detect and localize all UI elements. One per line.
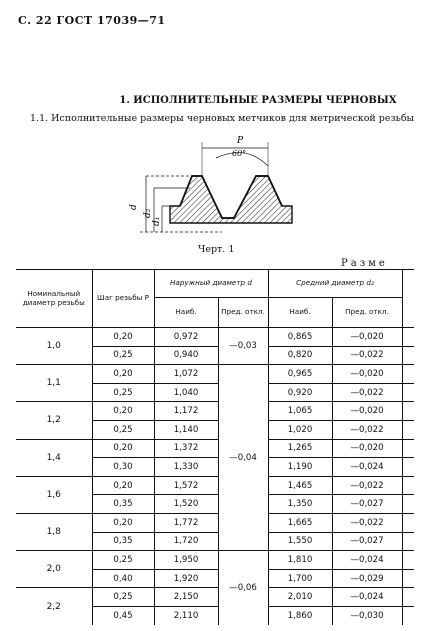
- cell-middle-max: 1,190: [268, 458, 332, 477]
- cell-extra: [402, 420, 414, 439]
- table-row: [16, 513, 414, 532]
- label-d: d: [129, 204, 139, 210]
- cell-pitch: 0,40: [92, 569, 154, 588]
- cell-outer-max: 1,330: [154, 458, 218, 477]
- cell-nominal: 1,1: [16, 365, 92, 402]
- label-p: P: [237, 136, 244, 146]
- cell-outer-max: 1,140: [154, 420, 218, 439]
- cell-pitch: 0,20: [92, 439, 154, 458]
- cell-middle-max: 1,265: [268, 439, 332, 458]
- cell-middle-dev: —0,022: [332, 420, 402, 439]
- cell-pitch: 0,30: [92, 458, 154, 477]
- cell-extra: [402, 346, 414, 365]
- col-outer: Наружный диаметр d: [154, 270, 268, 298]
- cell-nominal: 1,0: [16, 328, 92, 365]
- cell-nominal: 2,2: [16, 588, 92, 625]
- cell-outer-max: 1,572: [154, 476, 218, 495]
- cell-pitch: 0,25: [92, 420, 154, 439]
- cell-extra: [402, 439, 414, 458]
- cell-extra: [402, 513, 414, 532]
- cell-pitch: 0,35: [92, 532, 154, 551]
- col-pitch: Шаг резьбы P: [92, 270, 154, 328]
- cell-pitch: 0,25: [92, 588, 154, 607]
- cell-extra: [402, 365, 414, 384]
- cell-middle-max: 2,010: [268, 588, 332, 607]
- cell-pitch: 0,45: [92, 606, 154, 625]
- cell-extra: [402, 569, 414, 588]
- label-angle: 60°: [232, 149, 247, 158]
- cell-extra: [402, 606, 414, 625]
- cell-middle-dev: —0,030: [332, 606, 402, 625]
- cell-outer-max: 2,150: [154, 588, 218, 607]
- col-outer-max: Наиб.: [154, 298, 218, 328]
- table-row: [16, 439, 414, 458]
- figure-caption: Черт. 1: [198, 244, 235, 255]
- cell-outer-max: 0,940: [154, 346, 218, 365]
- table-row: [16, 328, 414, 347]
- cell-outer-max: 1,040: [154, 383, 218, 402]
- page-header: С. 22 ГОСТ 17039—71: [18, 14, 166, 27]
- cell-middle-max: 1,860: [268, 606, 332, 625]
- cell-middle-max: 1,020: [268, 420, 332, 439]
- label-d2: d₂: [143, 208, 153, 218]
- cell-extra: [402, 551, 414, 570]
- cell-outer-max: 1,772: [154, 513, 218, 532]
- cell-extra: [402, 495, 414, 514]
- cell-middle-dev: —0,022: [332, 476, 402, 495]
- cell-middle-max: 0,920: [268, 383, 332, 402]
- cell-middle-dev: —0,029: [332, 569, 402, 588]
- col-middle-max: Наиб.: [268, 298, 332, 328]
- cell-outer-max: 1,720: [154, 532, 218, 551]
- cell-extra: [402, 328, 414, 347]
- cell-middle-dev: —0,020: [332, 402, 402, 421]
- cell-pitch: 0,25: [92, 551, 154, 570]
- cell-outer-max: 1,520: [154, 495, 218, 514]
- thread-profile-drawing: [110, 128, 310, 243]
- cell-middle-dev: —0,024: [332, 458, 402, 477]
- cell-extra: [402, 476, 414, 495]
- table-heading: Разме: [341, 258, 388, 269]
- cell-nominal: 1,8: [16, 513, 92, 550]
- section-title: 1. ИСПОЛНИТЕЛЬНЫЕ РАЗМЕРЫ ЧЕРНОВЫХ: [119, 95, 397, 106]
- table-row: [16, 476, 414, 495]
- cell-middle-max: 1,065: [268, 402, 332, 421]
- table-row: [16, 588, 414, 607]
- cell-nominal: 1,2: [16, 402, 92, 439]
- cell-extra: [402, 588, 414, 607]
- cell-middle-dev: —0,022: [332, 513, 402, 532]
- col-nominal: Номинальный диаметр резьбы: [16, 270, 92, 328]
- col-middle-dev: Пред. откл.: [332, 298, 402, 328]
- cell-nominal: 1,6: [16, 476, 92, 513]
- cell-middle-dev: —0,024: [332, 551, 402, 570]
- cell-outer-max: 0,972: [154, 328, 218, 347]
- cell-middle-max: 1,810: [268, 551, 332, 570]
- cell-middle-dev: —0,020: [332, 439, 402, 458]
- cell-pitch: 0,20: [92, 365, 154, 384]
- table-row: [16, 402, 414, 421]
- cell-middle-dev: —0,020: [332, 328, 402, 347]
- cell-middle-dev: —0,027: [332, 495, 402, 514]
- cell-middle-dev: —0,024: [332, 588, 402, 607]
- cell-outer-dev: —0,06: [218, 551, 268, 625]
- dimensions-table: [16, 269, 414, 625]
- cell-middle-max: 1,665: [268, 513, 332, 532]
- cell-pitch: 0,25: [92, 383, 154, 402]
- cell-pitch: 0,25: [92, 346, 154, 365]
- cell-pitch: 0,20: [92, 513, 154, 532]
- cell-middle-max: 0,865: [268, 328, 332, 347]
- cell-nominal: 2,0: [16, 551, 92, 588]
- cell-middle-dev: —0,022: [332, 346, 402, 365]
- cell-pitch: 0,35: [92, 495, 154, 514]
- cell-middle-max: 0,820: [268, 346, 332, 365]
- table-row: [16, 365, 414, 384]
- cell-middle-max: 1,350: [268, 495, 332, 514]
- cell-middle-max: 0,965: [268, 365, 332, 384]
- table-row: [16, 551, 414, 570]
- cell-outer-dev: —0,04: [218, 365, 268, 551]
- cell-pitch: 0,20: [92, 476, 154, 495]
- col-outer-dev: Пред. откл.: [218, 298, 268, 328]
- cell-pitch: 0,20: [92, 328, 154, 347]
- cell-outer-dev: —0,03: [218, 328, 268, 365]
- col-middle: Средний диаметр d₂: [268, 270, 402, 298]
- cell-middle-dev: —0,027: [332, 532, 402, 551]
- cell-extra: [402, 383, 414, 402]
- cell-middle-max: 1,465: [268, 476, 332, 495]
- cell-extra: [402, 402, 414, 421]
- cell-middle-dev: —0,022: [332, 383, 402, 402]
- cell-outer-max: 1,372: [154, 439, 218, 458]
- cell-middle-max: 1,700: [268, 569, 332, 588]
- cell-extra: [402, 532, 414, 551]
- cell-outer-max: 1,950: [154, 551, 218, 570]
- subsection-title: 1.1. Исполнительные размеры черновых метчиков для метрической резьбы: [30, 113, 415, 124]
- cell-nominal: 1,4: [16, 439, 92, 476]
- cell-outer-max: 1,920: [154, 569, 218, 588]
- cell-extra: [402, 458, 414, 477]
- cell-middle-max: 1,550: [268, 532, 332, 551]
- cell-outer-max: 1,172: [154, 402, 218, 421]
- cell-middle-dev: —0,020: [332, 365, 402, 384]
- cell-outer-max: 2,110: [154, 606, 218, 625]
- cell-pitch: 0,20: [92, 402, 154, 421]
- label-d1: d₁: [152, 216, 162, 226]
- cell-outer-max: 1,072: [154, 365, 218, 384]
